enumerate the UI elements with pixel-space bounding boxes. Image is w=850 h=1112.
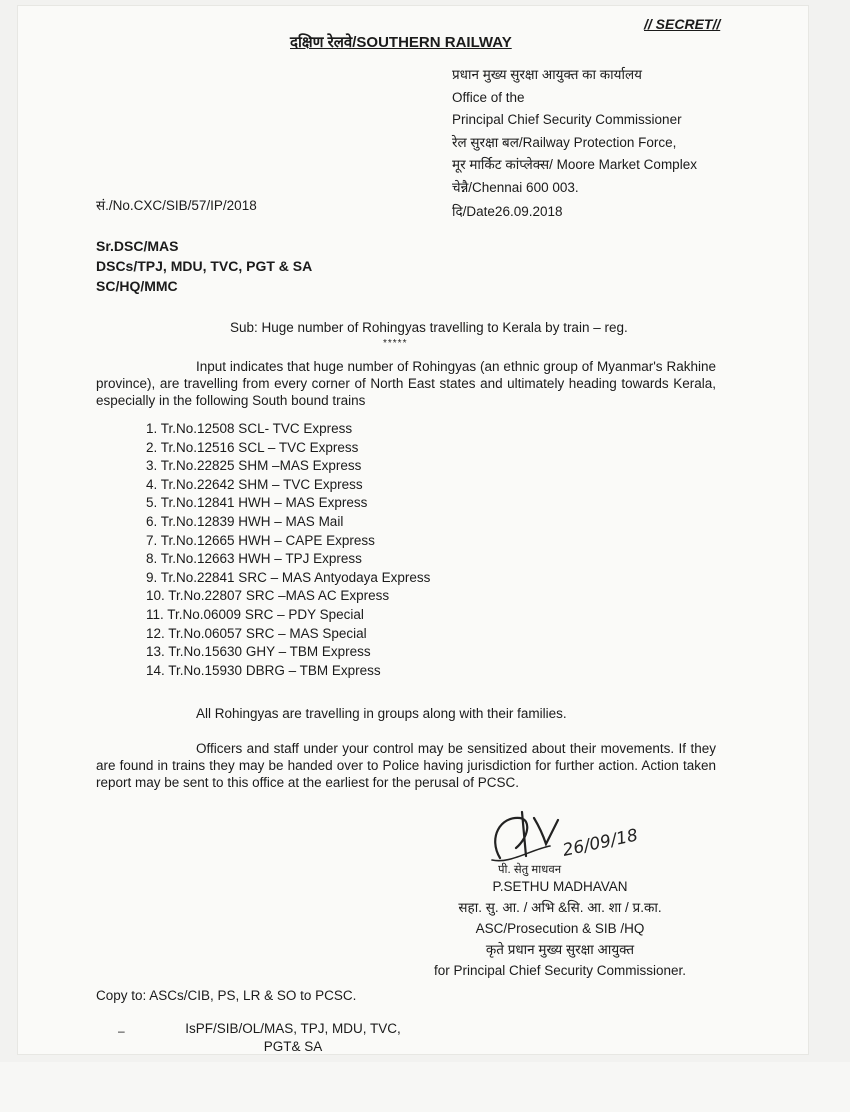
- signatory-designation-hindi: सहा. सु. आ. / अभि &सि. आ. शा / प्र.का.: [458, 900, 662, 915]
- office-address: [452, 64, 697, 199]
- copy-recipient-line: IsPF/SIB/OL/MAS, TPJ, MDU, TVC,: [185, 1021, 401, 1036]
- train-list-item: 3. Tr.No.22825 SHM –MAS Express: [146, 458, 362, 474]
- office-line: रेल सुरक्षा बल/Railway Protection Force,: [452, 134, 677, 150]
- subject-stars: *****: [383, 338, 408, 349]
- copy-to-line: Copy to: ASCs/CIB, PS, LR & SO to PCSC.: [96, 988, 357, 1003]
- addressee-line: DSCs/TPJ, MDU, TVC, PGT & SA: [96, 258, 313, 274]
- office-line: प्रधान मुख्य सुरक्षा आयुक्त का कार्यालय: [452, 67, 642, 82]
- addressee-line: Sr.DSC/MAS: [96, 238, 179, 254]
- secret-classification: // SECRET//: [644, 16, 721, 32]
- letter-date: दि/Date26.09.2018: [452, 204, 563, 219]
- addressee-block: [96, 236, 312, 296]
- office-line: Principal Chief Security Commissioner: [452, 112, 682, 127]
- train-list-item: 8. Tr.No.12663 HWH – TPJ Express: [146, 551, 362, 567]
- copy-recipients: [158, 1020, 428, 1056]
- train-list-item: 10. Tr.No.22807 SRC –MAS AC Express: [146, 588, 390, 604]
- train-list-item: 5. Tr.No.12841 HWH – MAS Express: [146, 495, 368, 511]
- train-list-item: 2. Tr.No.12516 SCL – TVC Express: [146, 439, 359, 455]
- signatory-designation: ASC/Prosecution & SIB /HQ: [475, 921, 645, 936]
- families-statement: All Rohingyas are travelling in groups along with their families.: [196, 706, 567, 721]
- office-line: Office of the: [452, 89, 525, 105]
- copy-recipient-line: PGT& SA: [263, 1039, 323, 1054]
- body-paragraph-1: Input indicates that huge number of Rohingyas (an ethnic group of Myanmar's Rakhine province), are travelling from every corner of North East states and ultimately heading towards Kerala, especially in the following South bound trains: [96, 359, 716, 408]
- train-list-item: 7. Tr.No.12665 HWH – CAPE Express: [146, 532, 375, 548]
- reference-number: सं./No.CXC/SIB/57/IP/2018: [96, 198, 257, 213]
- train-list-item: 9. Tr.No.22841 SRC – MAS Antyodaya Express: [146, 569, 431, 585]
- train-list-item: 4. Tr.No.22642 SHM – TVC Express: [146, 476, 363, 492]
- addressee-line: SC/HQ/MMC: [96, 278, 178, 294]
- signatory-for: for Principal Chief Security Commissioner.: [433, 963, 687, 978]
- signatory-name-hindi: पी. सेतु माधवन: [498, 864, 562, 876]
- train-list-item: 1. Tr.No.12508 SCL- TVC Express: [146, 421, 353, 436]
- train-list-item: 11. Tr.No.06009 SRC – PDY Special: [146, 606, 364, 622]
- train-list-item: 6. Tr.No.12839 HWH – MAS Mail: [146, 513, 344, 529]
- train-list-item: 13. Tr.No.15630 GHY – TBM Express: [146, 644, 371, 660]
- railway-heading: दक्षिण रेलवे/SOUTHERN RAILWAY: [290, 34, 512, 51]
- office-line: चेन्नै/Chennai 600 003.: [452, 179, 579, 195]
- bottom-margin: [0, 1062, 850, 1112]
- train-list-item: 12. Tr.No.06057 SRC – MAS Special: [146, 625, 367, 641]
- signatory-name: P.SETHU MADHAVAN: [492, 879, 628, 894]
- copy-dash: –: [118, 1024, 125, 1038]
- office-line: मूर मार्किट कांप्लेक्स/ Moore Market Complex: [452, 157, 697, 172]
- signatory-block: [400, 876, 720, 981]
- body-paragraph-2: Officers and staff under your control may be sensitized about their movements. If they are found in trains they may be handed over to Police having jurisdiction for further action. Action taken report may be sent to this office at the earliest for the perusal of PCSC.: [96, 741, 716, 790]
- subject-line: Sub: Huge number of Rohingyas travelling to Kerala by train – reg.: [230, 320, 628, 335]
- train-list-item: 14. Tr.No.15930 DBRG – TBM Express: [146, 662, 381, 678]
- signatory-for-hindi: कृते प्रधान मुख्य सुरक्षा आयुक्त: [485, 942, 635, 957]
- signature-date: 26/09/18: [560, 825, 640, 861]
- train-list: [146, 420, 430, 680]
